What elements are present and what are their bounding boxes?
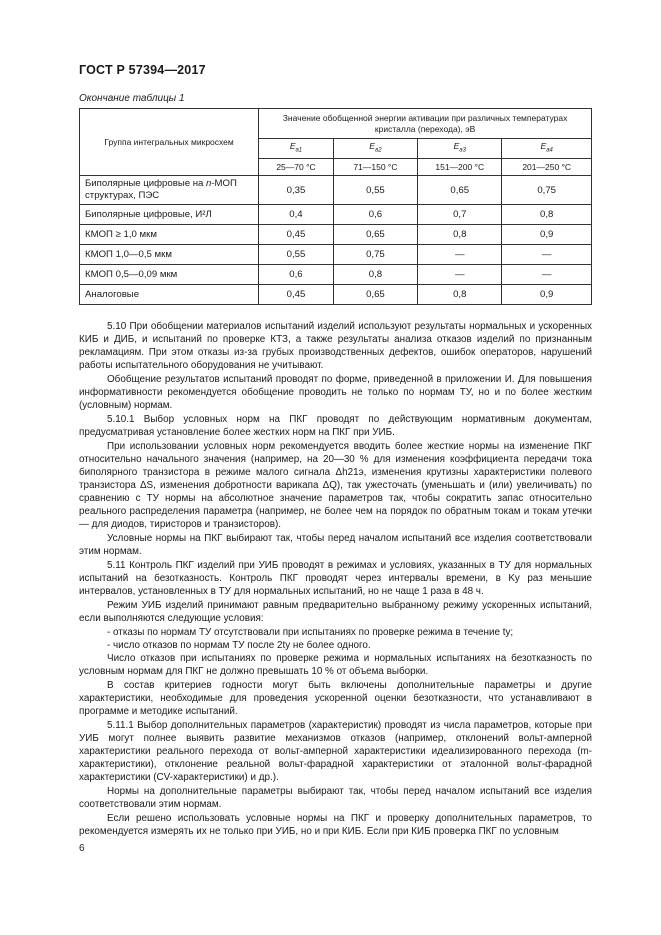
temp-range-4: 201—250 °С	[502, 159, 592, 176]
temp-range-3: 151—200 °С	[418, 159, 502, 176]
paragraph: 5.10.1 Выбор условных норм на ПКГ проводят по действующим нормативным документам, предусматривая установление более жестких норм на ПКГ при УИБ.	[79, 414, 592, 438]
document-header: ГОСТ Р 57394—2017	[79, 63, 206, 77]
cell-value: 0,65	[333, 225, 417, 245]
table-row	[80, 245, 592, 265]
row-group: КМОП 1,0—0,5 мкм	[80, 245, 259, 265]
cell-value: 0,45	[259, 225, 334, 245]
cell-value: 0,65	[418, 176, 502, 205]
cell-value: 0,75	[333, 245, 417, 265]
list-item: - число отказов по нормам ТУ после 2tу не более одного.	[107, 640, 371, 651]
paragraph: Число отказов при испытаниях по проверке режима и нормальных испытаниях на безотказность по условным нормам для ПКГ не должно превышать 10 % от объема выборки.	[79, 653, 592, 677]
cell-value: —	[502, 245, 592, 265]
e-label-1: $E_{a1}$	[259, 139, 334, 159]
row-group: КМОП 0,5—0,09 мкм	[80, 265, 259, 285]
paragraph: Нормы на дополнительные параметры выбирают так, чтобы перед началом испытаний все изделия соответствовали этим нормам.	[79, 786, 592, 810]
cell-value: —	[418, 265, 502, 285]
table-row	[80, 205, 592, 225]
energy-column-header: Значение обобщенной энергии активации при различных температурах кристалла (перехода), эВ	[259, 109, 592, 139]
row-group: Биполярные цифровые на n-МОП структурах, ПЭС	[80, 176, 259, 205]
cell-value: 0,8	[418, 225, 502, 245]
paragraph: В состав критериев годности могут быть включены дополнительные параметры и другие характеристики, необходимые для проведения ускоренной оценки безотказности, что устанавливают в программе и методике испытаний.	[79, 680, 592, 717]
page-number: 6	[79, 843, 85, 854]
cell-value: 0,45	[259, 285, 334, 305]
paragraph: Обобщение результатов испытаний проводят по форме, приведенной в приложении И. Для повышения информативности рекомендуется обобщение проводить не только по нормам ТУ, но и по более жестким (условным) нормам.	[79, 374, 592, 411]
paragraph: 5.10 При обобщении материалов испытаний изделий используют результаты нормальных и ускоренных КИБ и ДИБ, и испытаний по проверке КТЗ, а также результаты анализа отказов изделий по признанным рекламациям. При этом отказы из-за грубых производственных дефектов, ошибок операторов, нарушений работы испытательного оборудования не учитывают.	[79, 321, 592, 371]
cell-value: 0,55	[333, 176, 417, 205]
cell-value: 0,6	[259, 265, 334, 285]
table-caption: Окончание таблицы 1	[79, 93, 185, 104]
body-text	[79, 320, 592, 839]
paragraph: Условные нормы на ПКГ выбирают так, чтобы перед началом испытаний все изделия соответствовали этим нормам.	[79, 533, 592, 557]
row-group: Биполярные цифровые, И²Л	[80, 205, 259, 225]
paragraph: Если решено использовать условные нормы на ПКГ и проверку дополнительных параметров, то рекомендуется измерять их не только при УИБ, но и при КИБ. Если при КИБ проверка ПКГ по условным	[79, 813, 592, 837]
cell-value: 0,9	[502, 285, 592, 305]
list-item: - отказы по нормам ТУ отсутствовали при испытаниях по проверке режима в течение tу;	[107, 627, 514, 638]
cell-value: 0,7	[418, 205, 502, 225]
temp-range-1: 25—70 °С	[259, 159, 334, 176]
table-row	[80, 225, 592, 245]
row-group: КМОП ≥ 1,0 мкм	[80, 225, 259, 245]
activation-energy-table	[79, 108, 592, 305]
temp-range-2: 71—150 °С	[333, 159, 417, 176]
e-label-4: $E_{a4}$	[502, 139, 592, 159]
row-group: Аналоговые	[80, 285, 259, 305]
paragraph: 5.11 Контроль ПКГ изделий при УИБ проводят в режимах и условиях, указанных в ТУ для нормальных испытаний на безотказность. Контроль ПКГ проводят через интервалы времени, в Kу раз меньшие интервалов, установленных в ТУ для нормальных испытаний, но не чаще 1 раза в 48 ч.	[79, 560, 592, 597]
cell-value: 0,35	[259, 176, 334, 205]
e-label-2: $E_{a2}$	[333, 139, 417, 159]
group-column-header: Группа интегральных микросхем	[80, 109, 259, 176]
cell-value: 0,6	[333, 205, 417, 225]
cell-value: 0,8	[502, 205, 592, 225]
cell-value: 0,8	[333, 265, 417, 285]
table-row	[80, 265, 592, 285]
cell-value: —	[502, 265, 592, 285]
cell-value: 0,75	[502, 176, 592, 205]
cell-value: 0,8	[418, 285, 502, 305]
cell-value: 0,4	[259, 205, 334, 225]
table-row	[80, 176, 592, 205]
table-row	[80, 285, 592, 305]
cell-value: 0,65	[333, 285, 417, 305]
e-label-3: $E_{a3}$	[418, 139, 502, 159]
paragraph: При использовании условных норм рекомендуется вводить более жесткие нормы на изменение ПКГ относительно начального значения (например, на 20—30 % для изменения коэффициента передачи тока биполярного транзистора в режиме малого сигнала Δh21э, изменения крутизны характеристики полевого транзистора ΔS, изменения добротности варикапа ΔQ), так ужесточать (уменьшать и (или) увеличивать) по сравнению с ТУ нормы на абсолютное значение параметров так, чтобы сократить запас относительно реального распределения параметра (например, не более чем на порядок по обратным токам и токам утечки — для диодов, тиристоров и транзисторов).	[79, 441, 592, 530]
cell-value: —	[418, 245, 502, 265]
paragraph: Режим УИБ изделий принимают равным предварительно выбранному режиму ускоренных испытаний, если выполняются следующие условия:	[79, 600, 592, 624]
cell-value: 0,55	[259, 245, 334, 265]
cell-value: 0,9	[502, 225, 592, 245]
paragraph: 5.11.1 Выбор дополнительных параметров (характеристик) проводят из числа параметров, которые при УИБ могут полнее выявить развитие механизмов отказов (например, отклонений вольт-амперной характеристики реального перехода от вольт-амперной характеристики идеализированного перехода (m-характеристики), отклонение реальной вольт-фарадной характеристики от эталонной вольт-фарадной характеристики (CV-характеристики) и др.).	[79, 720, 592, 783]
